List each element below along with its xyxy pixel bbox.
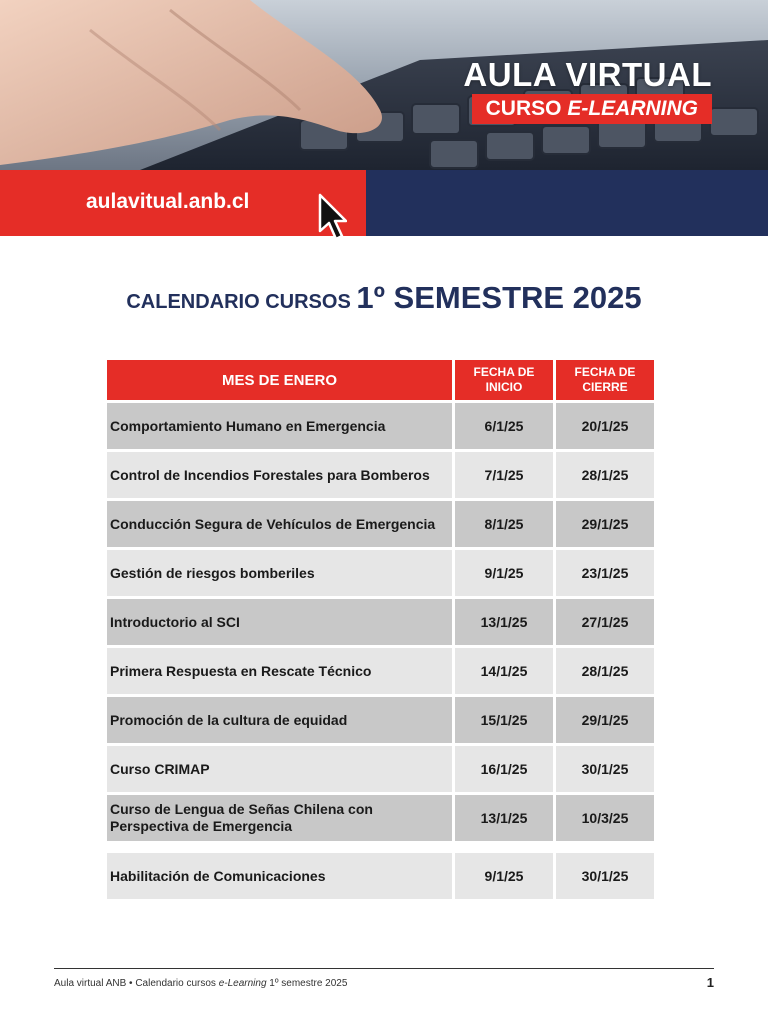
- brand-subtitle-prefix: CURSO: [485, 97, 568, 120]
- brand-subtitle-emphasis: E-LEARNING: [567, 97, 698, 120]
- course-end: 29/1/25: [556, 501, 654, 547]
- course-start: 16/1/25: [455, 746, 553, 792]
- course-end: 27/1/25: [556, 599, 654, 645]
- table-row: [107, 746, 654, 792]
- course-name: Introductorio al SCI: [107, 599, 452, 645]
- course-name: Promoción de la cultura de equidad: [107, 697, 452, 743]
- table-row: [107, 501, 654, 547]
- course-name: Habilitación de Comunicaciones: [107, 853, 452, 899]
- course-name: Conducción Segura de Vehículos de Emergencia: [107, 501, 452, 547]
- page-title-main: 1º SEMESTRE 2025: [356, 280, 642, 315]
- mouse-pointer-icon: [317, 193, 347, 245]
- table-row: [107, 795, 654, 841]
- footer-caption-prefix: Aula virtual ANB • Calendario cursos: [54, 978, 219, 989]
- brand-subtitle: [472, 94, 712, 124]
- footer-caption: [54, 978, 347, 989]
- course-start: 15/1/25: [455, 697, 553, 743]
- course-end: 30/1/25: [556, 853, 654, 899]
- site-url-link[interactable]: aulavitual.anb.cl: [86, 190, 250, 213]
- course-name: Control de Incendios Forestales para Bomberos: [107, 452, 452, 498]
- course-end: 28/1/25: [556, 648, 654, 694]
- table-row: [107, 550, 654, 596]
- table-row: [107, 599, 654, 645]
- header-start-date: FECHA DE INICIO: [455, 360, 553, 400]
- page-title-prefix: CALENDARIO CURSOS: [126, 291, 357, 313]
- course-end: 20/1/25: [556, 403, 654, 449]
- course-name: Curso de Lengua de Señas Chilena con Perspectiva de Emergencia: [107, 795, 452, 841]
- navy-bar: [366, 170, 768, 236]
- table-row: [107, 853, 654, 899]
- header-month: MES DE ENERO: [107, 360, 452, 400]
- footer-divider: [54, 968, 714, 969]
- course-start: 6/1/25: [455, 403, 553, 449]
- table-row: [107, 697, 654, 743]
- course-start: 13/1/25: [455, 599, 553, 645]
- table-spacer: [107, 844, 654, 850]
- footer-caption-suffix: 1º semestre 2025: [266, 978, 348, 989]
- course-start: 13/1/25: [455, 795, 553, 841]
- footer-caption-emphasis: e-Learning: [218, 978, 267, 989]
- course-start: 14/1/25: [455, 648, 553, 694]
- course-end: 28/1/25: [556, 452, 654, 498]
- course-end: 30/1/25: [556, 746, 654, 792]
- page-title: [0, 280, 768, 316]
- course-end: 10/3/25: [556, 795, 654, 841]
- header-banner: [0, 0, 768, 170]
- course-name: Primera Respuesta en Rescate Técnico: [107, 648, 452, 694]
- header-end-date: FECHA DE CIERRE: [556, 360, 654, 400]
- table-row: [107, 403, 654, 449]
- page-number: 1: [706, 975, 714, 990]
- table-row: [107, 648, 654, 694]
- table-row: [107, 452, 654, 498]
- course-start: 7/1/25: [455, 452, 553, 498]
- course-end: 23/1/25: [556, 550, 654, 596]
- course-name: Comportamiento Humano en Emergencia: [107, 403, 452, 449]
- course-calendar-table: [104, 357, 657, 902]
- course-name: Gestión de riesgos bomberiles: [107, 550, 452, 596]
- course-start: 8/1/25: [455, 501, 553, 547]
- course-name: Curso CRIMAP: [107, 746, 452, 792]
- brand-title: AULA VIRTUAL: [463, 56, 712, 93]
- course-start: 9/1/25: [455, 550, 553, 596]
- course-end: 29/1/25: [556, 697, 654, 743]
- table-header-row: [107, 360, 654, 400]
- course-start: 9/1/25: [455, 853, 553, 899]
